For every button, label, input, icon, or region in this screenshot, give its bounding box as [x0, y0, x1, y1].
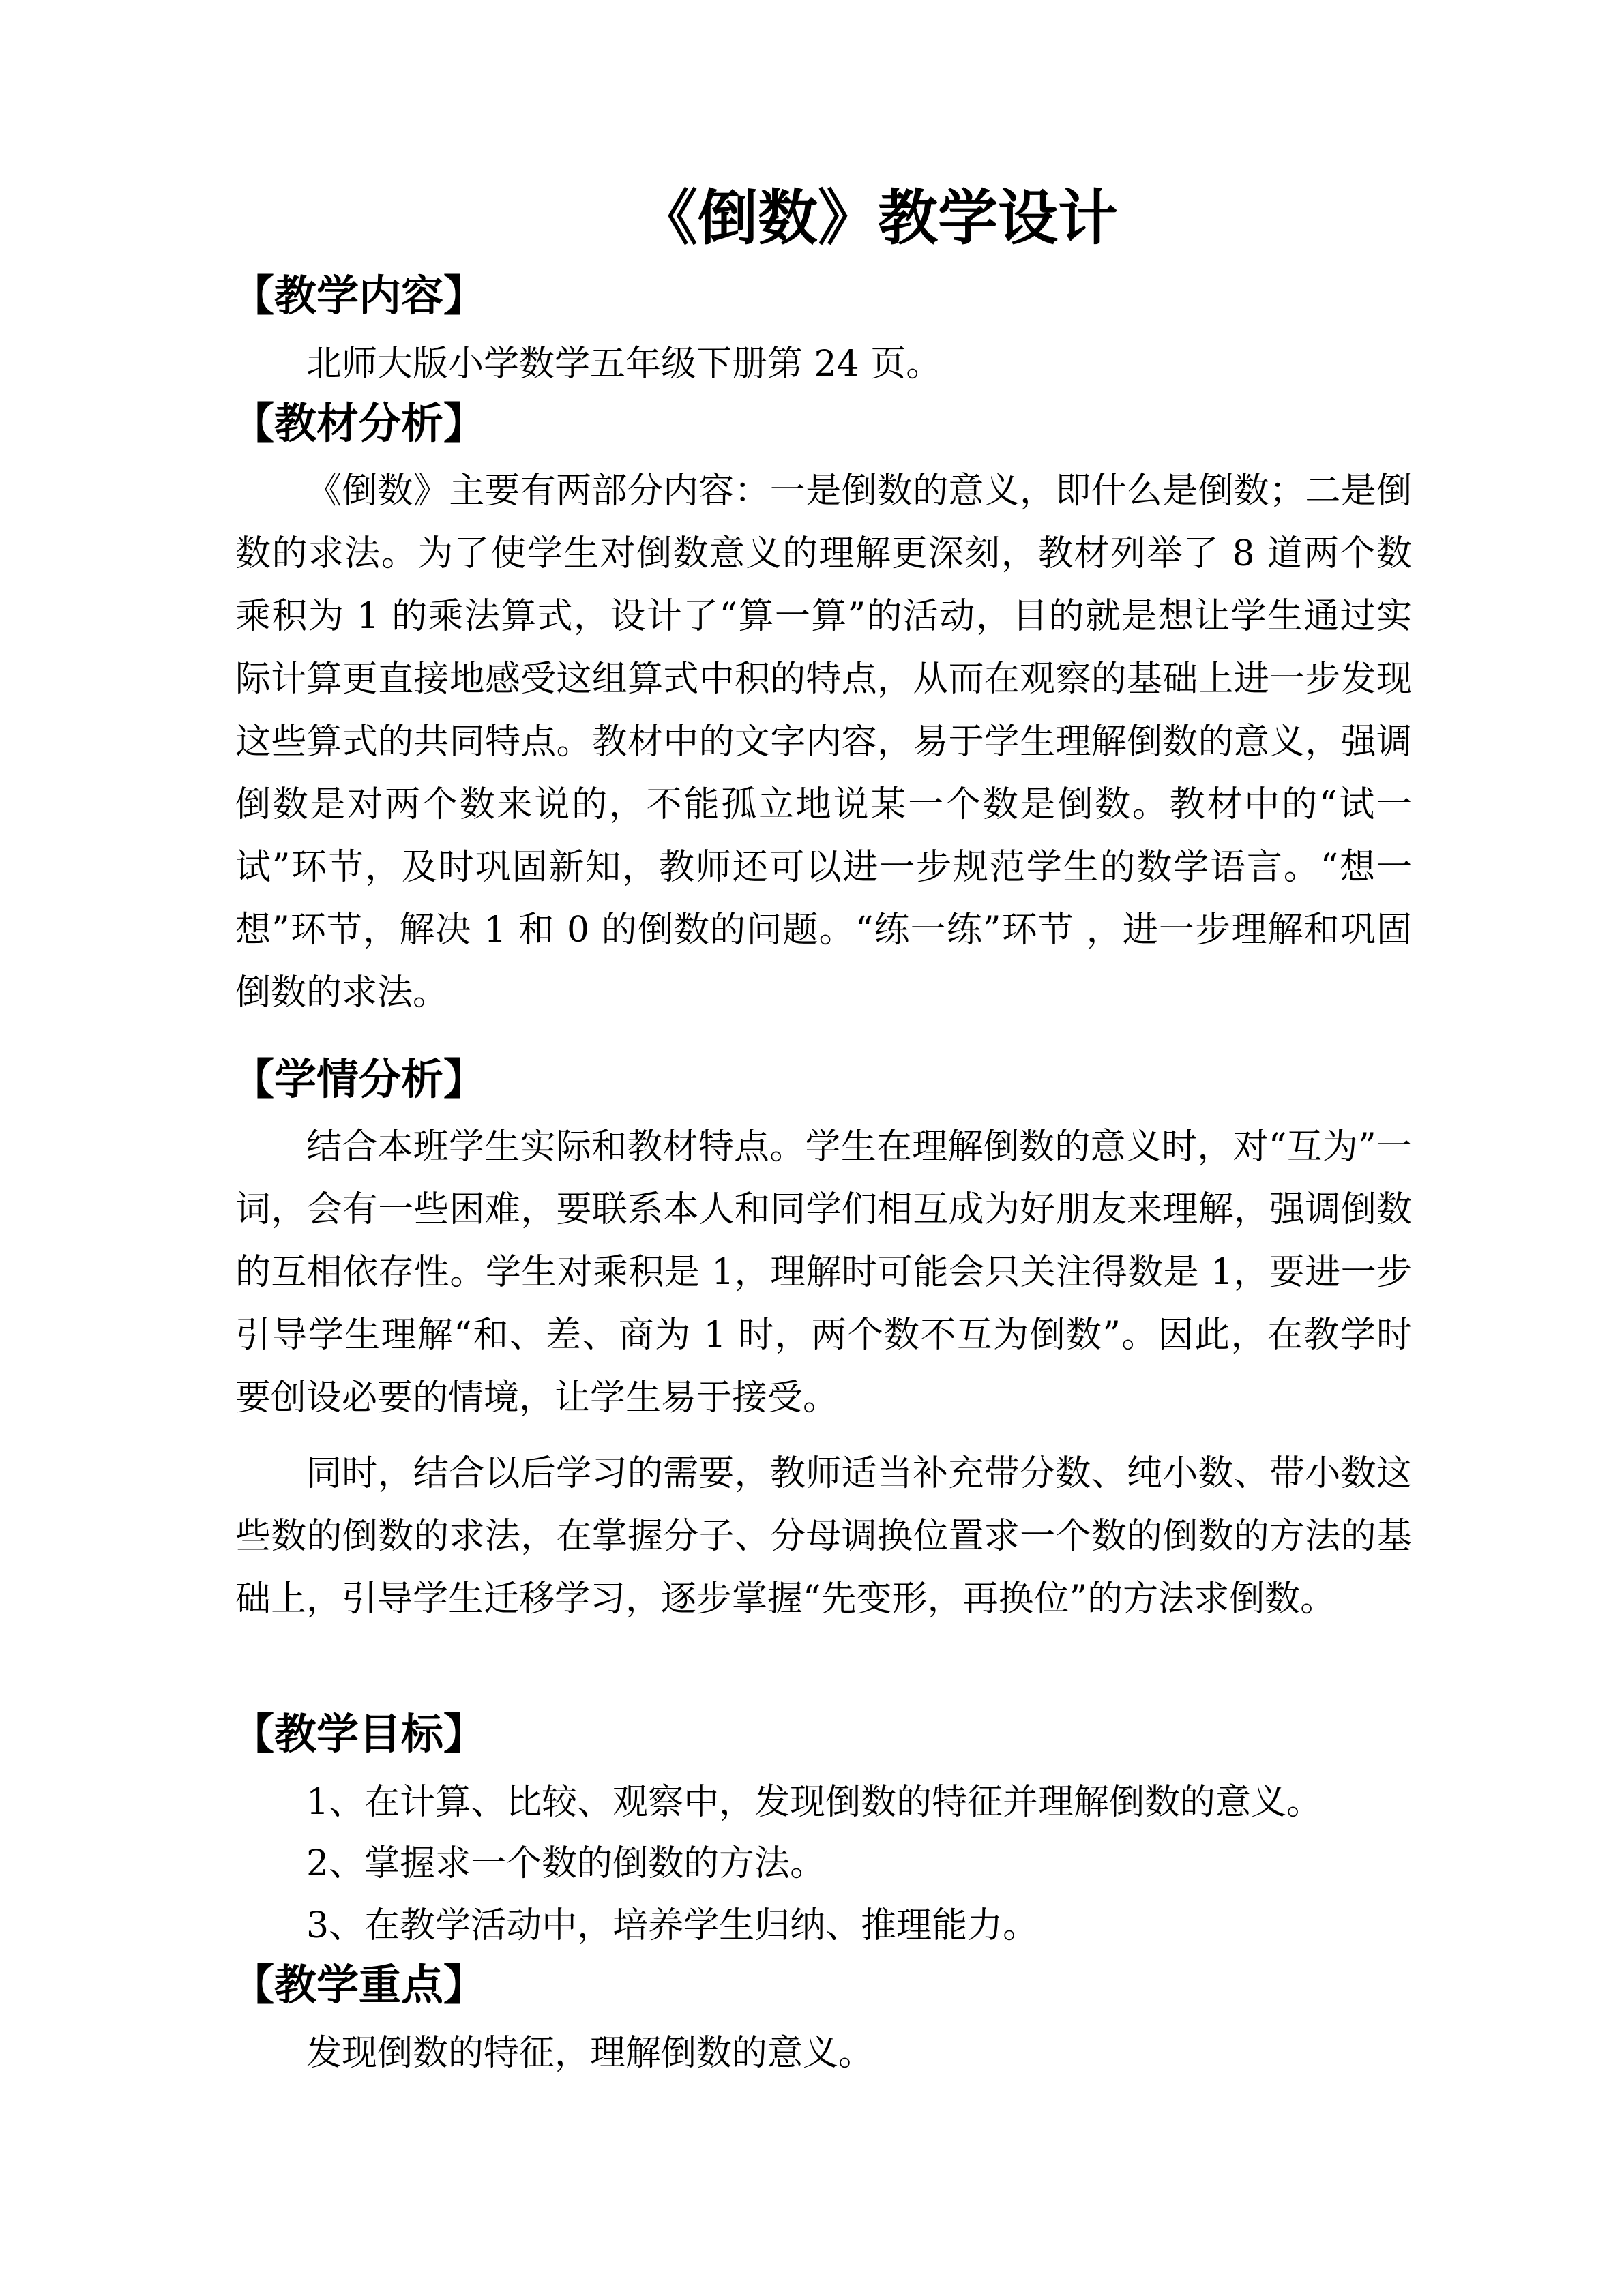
goal-item-2: 2、掌握求一个数的倒数的方法。 — [306, 1843, 826, 1884]
paragraph-student-analysis-1: 结合本班学生实际和教材特点。学生在理解倒数的意义时，对“互为”一词，会有一些困难，要联系本人和同学们相互成为好朋友来理解，强调倒数的互相依存性。学生对乘积是 1，理解时可能会只关注得数是 1，要进一步引导学生理解“和、差、商为 1 时，两个数不互为倒数”。因此，在教学时要创设必要的情境，让学生易于接受。 — [235, 1127, 1412, 1418]
heading-textbook-analysis: 【教材分析】 — [232, 398, 486, 448]
goal-item-3: 3、在教学活动中，培养学生归纳、推理能力。 — [306, 1905, 1039, 1946]
paragraph-teaching-content: 北师大版小学数学五年级下册第 24 页。 — [306, 344, 942, 385]
paragraph-student-analysis-2: 同时，结合以后学习的需要，教师适当补充带分数、纯小数、带小数这些数的倒数的求法，在掌握分子、分母调换位置求一个数的倒数的方法的基础上，引导学生迁移学习，逐步掌握“先变形，再换位”的方法求倒数。 — [235, 1453, 1412, 1620]
paragraph-teaching-key: 发现倒数的特征，理解倒数的意义。 — [306, 2033, 874, 2074]
heading-teaching-key: 【教学重点】 — [232, 1960, 486, 2010]
heading-teaching-goals: 【教学目标】 — [232, 1709, 486, 1759]
heading-teaching-content: 【教学内容】 — [232, 271, 486, 320]
heading-student-analysis: 【学情分析】 — [232, 1054, 486, 1104]
goal-item-1: 1、在计算、比较、观察中，发现倒数的特征并理解倒数的意义。 — [306, 1782, 1323, 1823]
document-title: 《倒数》教学设计 — [638, 182, 1119, 253]
paragraph-textbook-analysis: 《倒数》主要有两部分内容：一是倒数的意义，即什么是倒数；二是倒数的求法。为了使学生对倒数意义的理解更深刻，教材列举了 8 道两个数乘积为 1 的乘法算式，设计了“算一算”的活动，目的就是想让学生通过实际计算更直接地感受这组算式中积的特点，从而在观察的基础上进一步发现这些算式的共同特点。教材中的文字内容，易于学生理解倒数的意义，强调倒数是对两个数来说的，不能孤立地说某一个数是倒数。教材中的“试一试”环节，及时巩固新知，教师还可以进一步规范学生的数学语言。“想一想”环节，解决 1 和 0 的倒数的问题。“练一练”环节 ，进一步理解和巩固倒数的求法。 — [235, 471, 1412, 1013]
